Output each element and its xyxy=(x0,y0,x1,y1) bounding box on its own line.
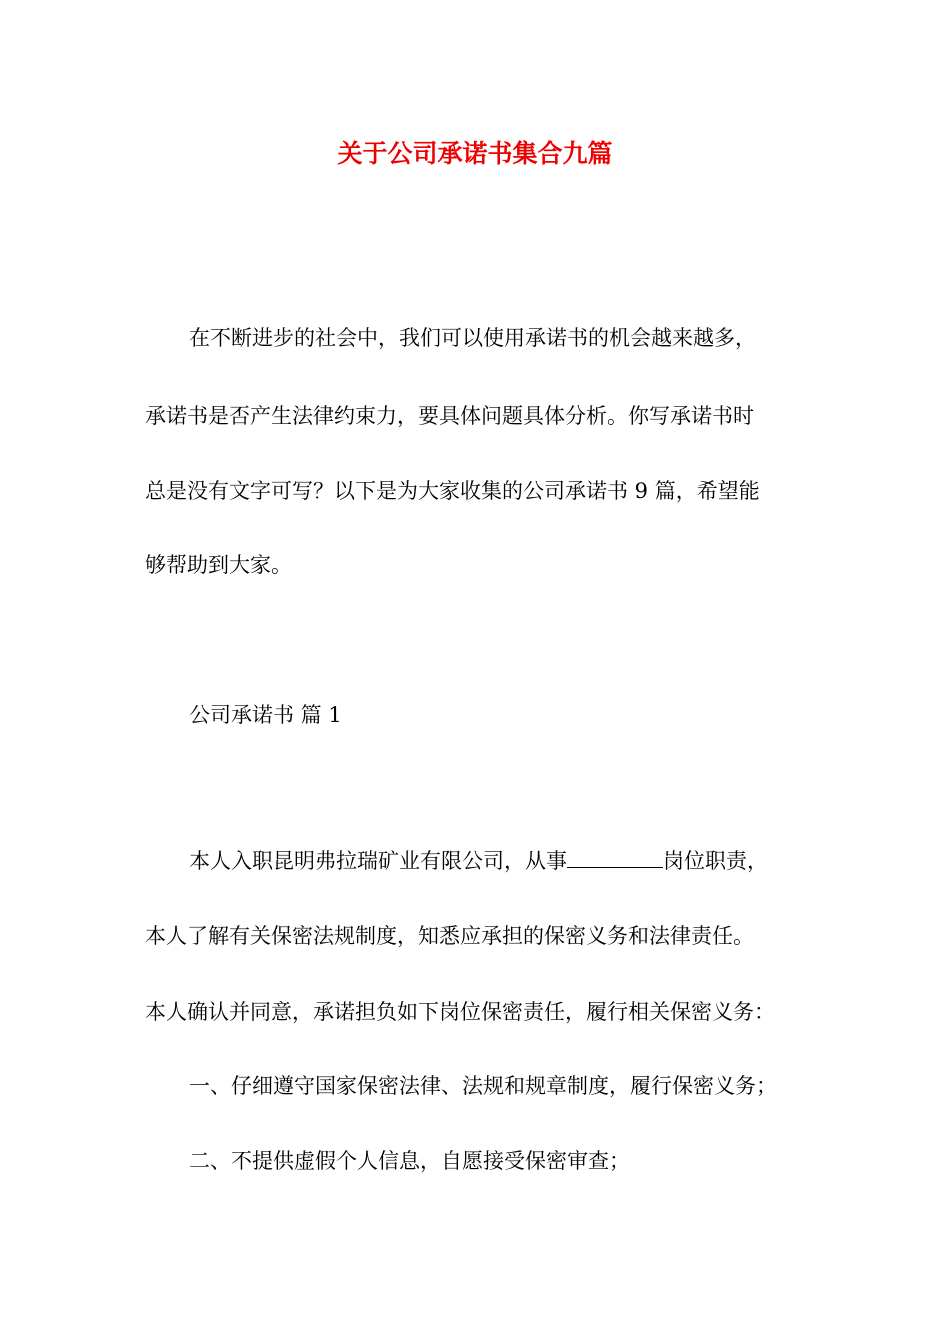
body-line-2: 本人了解有关保密法规制度，知悉应承担的保密义务和法律责任。 xyxy=(145,924,754,948)
document-title: 关于公司承诺书集合九篇 xyxy=(337,139,613,168)
body-line-1-end: 岗位职责， xyxy=(663,849,768,873)
intro-line-2: 承诺书是否产生法律约束力，要具体问题具体分析。你写承诺书时 xyxy=(145,404,754,428)
intro-line-4: 够帮助到大家。 xyxy=(145,553,292,577)
fill-in-blank xyxy=(567,847,663,868)
list-item-2: 二、不提供虚假个人信息，自愿接受保密审查； xyxy=(189,1149,630,1173)
list-item-1: 一、仔细遵守国家保密法律、法规和规章制度，履行保密义务； xyxy=(189,1074,777,1098)
section-heading: 公司承诺书 篇 1 xyxy=(189,703,342,727)
body-line-3: 本人确认并同意，承诺担负如下岗位保密责任，履行相关保密义务： xyxy=(145,1000,775,1024)
body-line-1 xyxy=(189,846,768,876)
intro-line-1: 在不断进步的社会中，我们可以使用承诺书的机会越来越多， xyxy=(189,326,756,350)
body-line-1-start: 本人入职昆明弗拉瑞矿业有限公司，从事 xyxy=(189,849,567,873)
intro-line-3: 总是没有文字可写？以下是为大家收集的公司承诺书 9 篇，希望能 xyxy=(145,479,760,503)
